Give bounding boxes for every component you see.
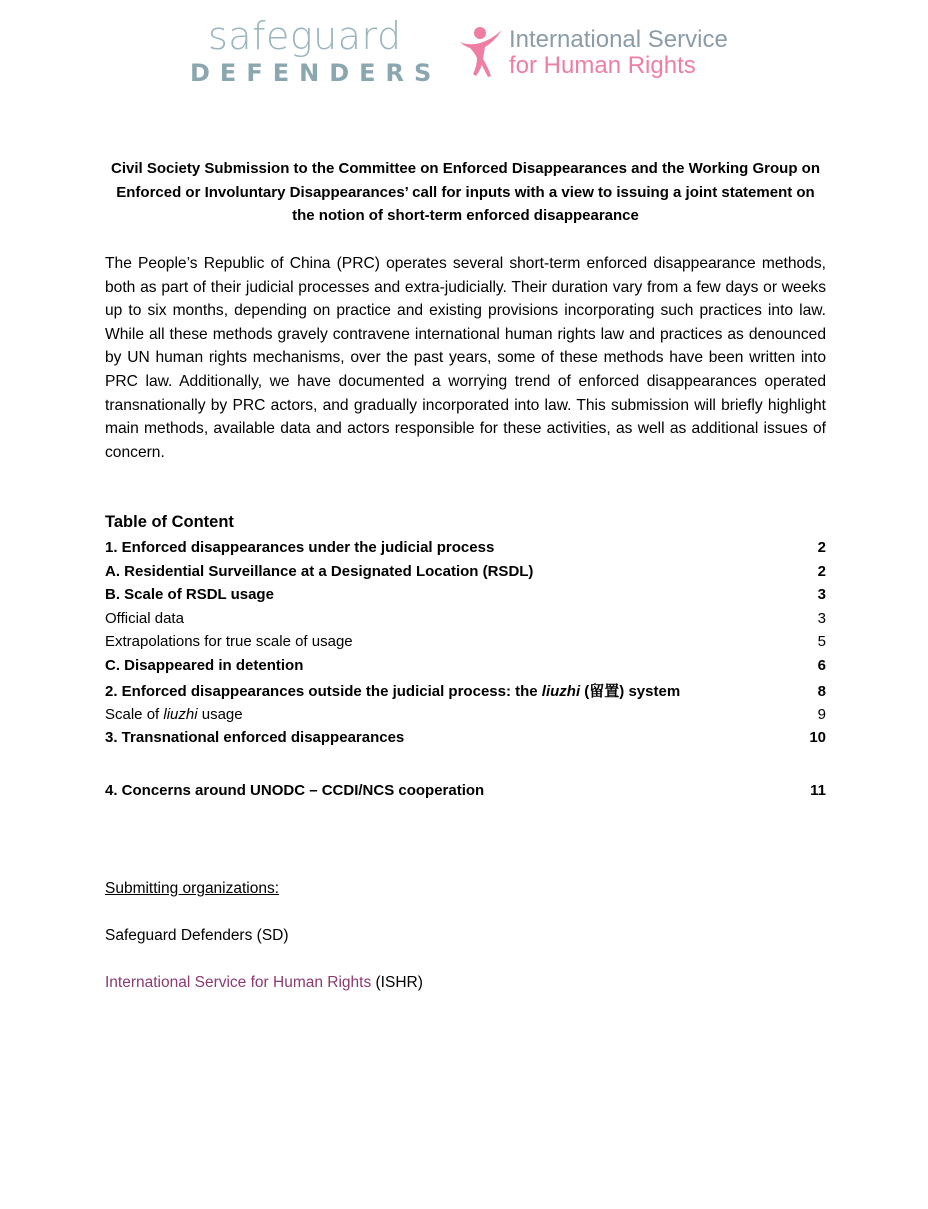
logo-text-for-human-rights: for Human Rights <box>509 52 696 79</box>
org-ishr <box>105 974 423 992</box>
toc-item-page: 5 <box>817 633 826 650</box>
toc-item-label: 3. Transnational enforced disappearances <box>105 729 405 746</box>
toc-label-italic: liuzhi <box>541 683 581 700</box>
safeguard-defenders-logo <box>190 14 442 87</box>
toc-item-label: 1. Enforced disappearances under the judicial process <box>105 539 495 556</box>
toc-item[interactable] <box>105 705 826 725</box>
document-title: Civil Society Submission to the Committee on Enforced Disappearances and the Working Group on Enforced or Involuntary Disappearances’ call for inputs with a view to issuing a joint statement on the notion of short-term enforced disappearance <box>111 160 820 224</box>
toc-item[interactable] <box>105 562 826 582</box>
toc-item-page: 11 <box>810 782 826 799</box>
toc-label-part: usage <box>197 706 243 723</box>
toc-item-page: 10 <box>809 729 826 746</box>
toc-label-part: 2. Enforced disappearances outside the judicial process: the <box>105 683 542 700</box>
ishr-abbr: (ISHR) <box>371 974 423 991</box>
toc-label-part: Scale of <box>105 706 164 723</box>
submitting-organizations-heading: Submitting organizations: <box>105 880 280 897</box>
toc-item[interactable] <box>105 585 826 605</box>
toc-item[interactable] <box>105 728 826 748</box>
toc-item-page: 9 <box>817 706 826 723</box>
toc-item-label: A. Residential Surveillance at a Designated Location (RSDL) <box>105 563 534 580</box>
toc-item-label <box>105 682 680 702</box>
toc-item[interactable] <box>105 538 826 558</box>
logo-text-safeguard: safeguard <box>208 14 402 58</box>
toc-label-part: (留置) system <box>580 683 681 700</box>
toc-item-page: 2 <box>817 563 826 580</box>
ishr-logo <box>458 26 748 84</box>
toc-item[interactable] <box>105 682 826 702</box>
toc-item[interactable] <box>105 632 826 652</box>
toc-item-page: 3 <box>817 610 826 627</box>
toc-item[interactable] <box>105 781 826 801</box>
toc-item-page: 3 <box>817 586 826 603</box>
intro-paragraph: The People’s Republic of China (PRC) operates several short-term enforced disappearance methods, both as part of their judicial processes and extra-judicially. Their duration vary from a few days or weeks up to six months, depending on practice and existing provisions incorporating such practices into law. While all these methods gravely contravene international human rights law and practices as denounced by UN human rights mechanisms, over the past years, some of these methods have been written into PRC law. Additionally, we have documented a worrying trend of enforced disappearances operated transnationally by PRC actors, and gradually incorporated into law. This submission will briefly highlight main methods, available data and actors responsible for these activities, as well as additional issues of concern. <box>105 255 826 461</box>
toc-item-page: 8 <box>817 683 826 700</box>
ishr-link[interactable]: International Service for Human Rights <box>105 974 372 991</box>
toc-item-label: 4. Concerns around UNODC – CCDI/NCS cooperation <box>105 782 485 799</box>
toc-item-label: B. Scale of RSDL usage <box>105 586 274 603</box>
logo-text-defenders: DEFENDERS <box>190 59 442 87</box>
toc-item[interactable] <box>105 609 826 629</box>
human-figure-icon <box>458 26 504 78</box>
toc-item-label: Official data <box>105 610 184 627</box>
toc-item-label: Extrapolations for true scale of usage <box>105 633 353 650</box>
toc-item-label <box>105 705 243 725</box>
toc-item-page: 2 <box>817 539 826 556</box>
toc-item-page: 6 <box>817 657 826 674</box>
toc-item-label: C. Disappeared in detention <box>105 657 304 674</box>
toc-item[interactable] <box>105 656 826 676</box>
logo-text-international-service: International Service <box>509 26 728 53</box>
org-safeguard-defenders: Safeguard Defenders (SD) <box>105 927 289 944</box>
toc-label-italic: liuzhi <box>163 706 198 723</box>
toc-heading: Table of Content <box>105 513 234 531</box>
